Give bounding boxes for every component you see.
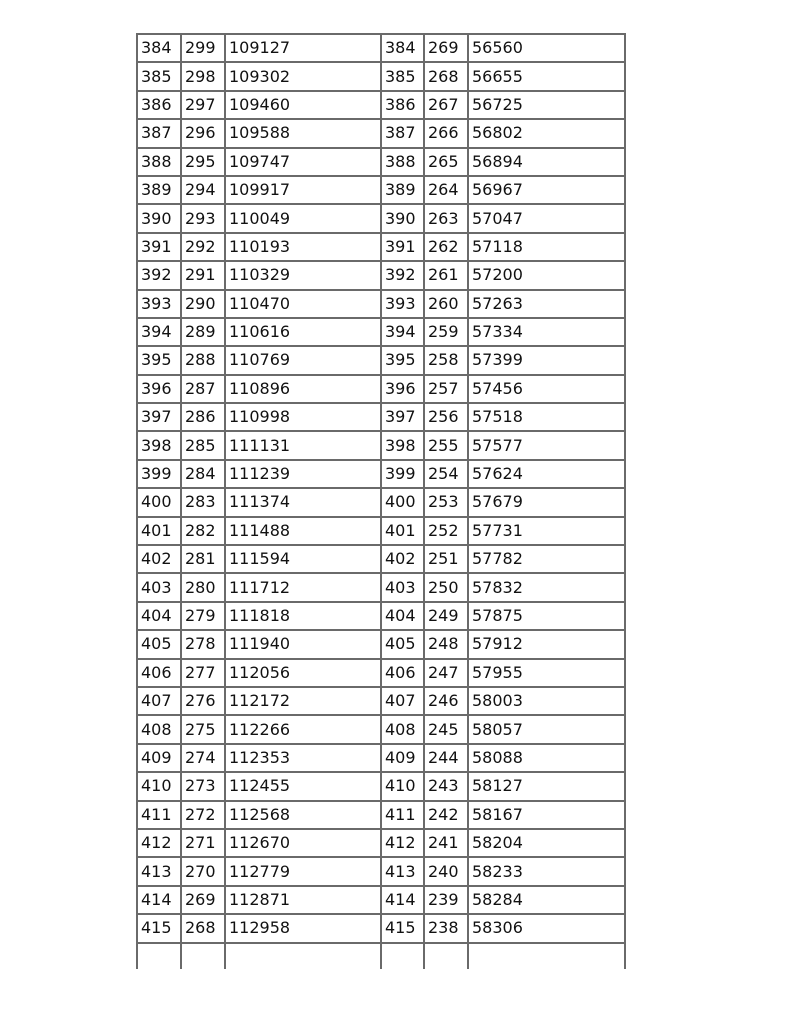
table-cell-score-right: 395 — [381, 346, 424, 374]
table-cell-rank-left: 292 — [181, 233, 225, 261]
table-cell-cumulative-right: 57832 — [468, 573, 625, 601]
table-row — [137, 318, 625, 346]
table-cell-rank-left: 278 — [181, 630, 225, 658]
table-cell-rank-left: 295 — [181, 148, 225, 176]
table-cell-rank-left: 287 — [181, 375, 225, 403]
score-table-container — [136, 33, 626, 969]
table-cell-rank-right: 249 — [424, 602, 468, 630]
table-row — [137, 204, 625, 232]
table-cell-score-left: 387 — [137, 119, 181, 147]
table-cell-score-right: 415 — [381, 914, 424, 942]
table-cell-rank-left: 288 — [181, 346, 225, 374]
table-cell-rank-left: 281 — [181, 545, 225, 573]
table-cell-cumulative-left: 112871 — [225, 886, 381, 914]
table-cell-rank-right: 269 — [424, 34, 468, 62]
table-cell-score-right: 386 — [381, 91, 424, 119]
table-cell-rank-left: 284 — [181, 460, 225, 488]
table-row — [137, 431, 625, 459]
table-cell-cumulative-right: 57875 — [468, 602, 625, 630]
table-cell-cumulative-right: 58167 — [468, 801, 625, 829]
table-cell-score-right: 397 — [381, 403, 424, 431]
table-cell-rank-right: 260 — [424, 290, 468, 318]
table-row — [137, 914, 625, 942]
table-cell-cumulative-right: 57577 — [468, 431, 625, 459]
table-cell-score-right: 396 — [381, 375, 424, 403]
table-cell-rank-right: 257 — [424, 375, 468, 403]
table-row — [137, 772, 625, 800]
table-cell-score-right: 414 — [381, 886, 424, 914]
table-cell-score-left: 405 — [137, 630, 181, 658]
table-cell-score-left: 406 — [137, 659, 181, 687]
table-cell-score-right: 389 — [381, 176, 424, 204]
table-cell-cumulative-right: 57679 — [468, 488, 625, 516]
table-row — [137, 233, 625, 261]
table-cell-rank-right: 242 — [424, 801, 468, 829]
table-row-empty — [137, 943, 625, 969]
table-cell-cumulative-left: 110998 — [225, 403, 381, 431]
table-cell-cumulative-right: 57731 — [468, 517, 625, 545]
table-cell-rank-left: 274 — [181, 744, 225, 772]
table-row — [137, 744, 625, 772]
table-cell-score-right: 403 — [381, 573, 424, 601]
table-cell-rank-right: 251 — [424, 545, 468, 573]
table-cell-rank-left: 286 — [181, 403, 225, 431]
table-cell-cumulative-right: 57955 — [468, 659, 625, 687]
table-cell-rank-right: 265 — [424, 148, 468, 176]
table-row — [137, 630, 625, 658]
table-cell-rank-left: 276 — [181, 687, 225, 715]
table-cell-rank-left: 279 — [181, 602, 225, 630]
table-cell-score-left: 398 — [137, 431, 181, 459]
table-cell-score-right: 408 — [381, 715, 424, 743]
table-cell-rank-right: 267 — [424, 91, 468, 119]
table-cell-score-left: 393 — [137, 290, 181, 318]
table-cell-score-right: 413 — [381, 857, 424, 885]
table-cell-cumulative-right: 58204 — [468, 829, 625, 857]
table-cell-cumulative-left: 112568 — [225, 801, 381, 829]
table-cell-score-right: 399 — [381, 460, 424, 488]
table-cell-score-right: 384 — [381, 34, 424, 62]
table-cell-cumulative-left: 112958 — [225, 914, 381, 942]
table-cell-score-right: 394 — [381, 318, 424, 346]
table-row — [137, 857, 625, 885]
table-cell-score-left: 413 — [137, 857, 181, 885]
table-cell-rank-left: 285 — [181, 431, 225, 459]
table-cell-score-left: 415 — [137, 914, 181, 942]
table-cell-empty — [181, 943, 225, 969]
table-cell-rank-left: 275 — [181, 715, 225, 743]
table-cell-cumulative-right: 58088 — [468, 744, 625, 772]
table-cell-score-right: 404 — [381, 602, 424, 630]
table-row — [137, 602, 625, 630]
table-cell-cumulative-right: 58003 — [468, 687, 625, 715]
table-cell-rank-left: 299 — [181, 34, 225, 62]
table-cell-rank-right: 255 — [424, 431, 468, 459]
score-table — [136, 33, 626, 969]
table-cell-score-left: 395 — [137, 346, 181, 374]
table-cell-cumulative-right: 56894 — [468, 148, 625, 176]
table-cell-cumulative-left: 112455 — [225, 772, 381, 800]
table-cell-score-right: 393 — [381, 290, 424, 318]
table-cell-score-left: 399 — [137, 460, 181, 488]
table-cell-score-right: 411 — [381, 801, 424, 829]
table-cell-empty — [137, 943, 181, 969]
table-cell-score-right: 392 — [381, 261, 424, 289]
table-cell-score-left: 404 — [137, 602, 181, 630]
table-cell-rank-right: 264 — [424, 176, 468, 204]
table-cell-score-left: 388 — [137, 148, 181, 176]
table-cell-cumulative-right: 57118 — [468, 233, 625, 261]
table-cell-cumulative-right: 56725 — [468, 91, 625, 119]
table-cell-rank-left: 297 — [181, 91, 225, 119]
table-cell-cumulative-right: 56967 — [468, 176, 625, 204]
table-cell-score-left: 400 — [137, 488, 181, 516]
table-cell-cumulative-right: 57518 — [468, 403, 625, 431]
table-cell-score-right: 406 — [381, 659, 424, 687]
table-cell-score-right: 400 — [381, 488, 424, 516]
table-cell-score-left: 411 — [137, 801, 181, 829]
table-cell-rank-left: 270 — [181, 857, 225, 885]
table-cell-rank-right: 247 — [424, 659, 468, 687]
table-cell-rank-right: 238 — [424, 914, 468, 942]
table-cell-rank-right: 253 — [424, 488, 468, 516]
table-cell-rank-right: 244 — [424, 744, 468, 772]
table-cell-score-right: 390 — [381, 204, 424, 232]
table-cell-cumulative-right: 56802 — [468, 119, 625, 147]
table-cell-cumulative-left: 109588 — [225, 119, 381, 147]
table-cell-cumulative-right: 57334 — [468, 318, 625, 346]
table-cell-score-right: 391 — [381, 233, 424, 261]
table-cell-score-left: 397 — [137, 403, 181, 431]
table-row — [137, 290, 625, 318]
table-row — [137, 687, 625, 715]
table-cell-rank-left: 280 — [181, 573, 225, 601]
table-cell-cumulative-left: 109747 — [225, 148, 381, 176]
table-cell-cumulative-left: 110049 — [225, 204, 381, 232]
table-cell-score-right: 410 — [381, 772, 424, 800]
table-cell-cumulative-left: 111594 — [225, 545, 381, 573]
table-cell-score-right: 401 — [381, 517, 424, 545]
table-cell-score-right: 402 — [381, 545, 424, 573]
table-cell-rank-right: 262 — [424, 233, 468, 261]
table-cell-cumulative-right: 57912 — [468, 630, 625, 658]
table-row — [137, 715, 625, 743]
table-row — [137, 91, 625, 119]
table-cell-rank-left: 282 — [181, 517, 225, 545]
table-cell-cumulative-left: 111712 — [225, 573, 381, 601]
table-cell-score-left: 414 — [137, 886, 181, 914]
table-cell-score-left: 401 — [137, 517, 181, 545]
table-cell-score-left: 392 — [137, 261, 181, 289]
table-cell-cumulative-left: 111239 — [225, 460, 381, 488]
table-cell-cumulative-right: 57456 — [468, 375, 625, 403]
table-cell-rank-right: 261 — [424, 261, 468, 289]
table-cell-rank-left: 293 — [181, 204, 225, 232]
table-cell-rank-left: 273 — [181, 772, 225, 800]
table-cell-rank-right: 250 — [424, 573, 468, 601]
table-row — [137, 62, 625, 90]
table-cell-score-left: 396 — [137, 375, 181, 403]
table-cell-cumulative-right: 57782 — [468, 545, 625, 573]
table-row — [137, 375, 625, 403]
table-cell-cumulative-left: 110769 — [225, 346, 381, 374]
table-cell-cumulative-right: 58284 — [468, 886, 625, 914]
table-cell-rank-left: 296 — [181, 119, 225, 147]
table-cell-score-right: 385 — [381, 62, 424, 90]
table-row — [137, 829, 625, 857]
table-cell-rank-left: 289 — [181, 318, 225, 346]
table-row — [137, 176, 625, 204]
table-cell-cumulative-left: 111818 — [225, 602, 381, 630]
table-cell-cumulative-right: 57624 — [468, 460, 625, 488]
table-cell-rank-right: 248 — [424, 630, 468, 658]
table-cell-score-left: 409 — [137, 744, 181, 772]
table-cell-rank-right: 258 — [424, 346, 468, 374]
table-cell-score-left: 408 — [137, 715, 181, 743]
table-cell-cumulative-right: 58306 — [468, 914, 625, 942]
table-cell-rank-right: 239 — [424, 886, 468, 914]
table-cell-score-left: 403 — [137, 573, 181, 601]
table-row — [137, 119, 625, 147]
table-cell-rank-right: 259 — [424, 318, 468, 346]
table-cell-rank-right: 268 — [424, 62, 468, 90]
table-cell-rank-left: 271 — [181, 829, 225, 857]
table-cell-rank-left: 298 — [181, 62, 225, 90]
table-cell-cumulative-left: 110193 — [225, 233, 381, 261]
table-cell-cumulative-right: 56560 — [468, 34, 625, 62]
table-cell-cumulative-right: 57200 — [468, 261, 625, 289]
table-cell-score-left: 410 — [137, 772, 181, 800]
table-row — [137, 573, 625, 601]
table-cell-empty — [468, 943, 625, 969]
table-cell-rank-right: 246 — [424, 687, 468, 715]
table-cell-score-left: 389 — [137, 176, 181, 204]
table-cell-rank-right: 240 — [424, 857, 468, 885]
table-cell-score-right: 409 — [381, 744, 424, 772]
table-cell-rank-left: 268 — [181, 914, 225, 942]
table-cell-cumulative-left: 110616 — [225, 318, 381, 346]
table-cell-score-left: 384 — [137, 34, 181, 62]
table-cell-cumulative-left: 111940 — [225, 630, 381, 658]
table-cell-cumulative-left: 109917 — [225, 176, 381, 204]
table-row — [137, 545, 625, 573]
table-cell-score-right: 398 — [381, 431, 424, 459]
table-cell-cumulative-left: 112779 — [225, 857, 381, 885]
table-cell-cumulative-right: 57263 — [468, 290, 625, 318]
table-cell-rank-right: 241 — [424, 829, 468, 857]
table-cell-score-right: 388 — [381, 148, 424, 176]
table-cell-cumulative-left: 111488 — [225, 517, 381, 545]
table-row — [137, 517, 625, 545]
table-row — [137, 346, 625, 374]
table-cell-cumulative-left: 110896 — [225, 375, 381, 403]
table-cell-score-left: 412 — [137, 829, 181, 857]
table-cell-rank-right: 243 — [424, 772, 468, 800]
table-cell-rank-left: 283 — [181, 488, 225, 516]
table-cell-rank-left: 272 — [181, 801, 225, 829]
table-cell-rank-left: 277 — [181, 659, 225, 687]
table-cell-score-left: 390 — [137, 204, 181, 232]
table-cell-score-right: 387 — [381, 119, 424, 147]
table-cell-score-left: 402 — [137, 545, 181, 573]
table-cell-score-left: 385 — [137, 62, 181, 90]
table-cell-score-left: 386 — [137, 91, 181, 119]
table-cell-score-left: 394 — [137, 318, 181, 346]
table-cell-empty — [225, 943, 381, 969]
table-row — [137, 148, 625, 176]
table-cell-rank-right: 252 — [424, 517, 468, 545]
table-row — [137, 261, 625, 289]
table-cell-rank-right: 254 — [424, 460, 468, 488]
table-row — [137, 403, 625, 431]
table-cell-score-right: 407 — [381, 687, 424, 715]
table-row — [137, 460, 625, 488]
table-cell-rank-left: 294 — [181, 176, 225, 204]
table-cell-cumulative-left: 112266 — [225, 715, 381, 743]
table-cell-cumulative-right: 57047 — [468, 204, 625, 232]
table-cell-empty — [424, 943, 468, 969]
table-cell-cumulative-left: 109127 — [225, 34, 381, 62]
table-cell-rank-left: 269 — [181, 886, 225, 914]
table-cell-cumulative-left: 110470 — [225, 290, 381, 318]
table-cell-cumulative-left: 112670 — [225, 829, 381, 857]
table-cell-cumulative-right: 57399 — [468, 346, 625, 374]
table-cell-cumulative-left: 112056 — [225, 659, 381, 687]
table-cell-cumulative-right: 56655 — [468, 62, 625, 90]
table-cell-score-right: 412 — [381, 829, 424, 857]
table-cell-cumulative-left: 110329 — [225, 261, 381, 289]
table-cell-rank-right: 245 — [424, 715, 468, 743]
table-cell-cumulative-right: 58057 — [468, 715, 625, 743]
table-row — [137, 801, 625, 829]
table-row — [137, 886, 625, 914]
table-cell-cumulative-left: 112172 — [225, 687, 381, 715]
table-cell-score-right: 405 — [381, 630, 424, 658]
table-cell-cumulative-left: 111374 — [225, 488, 381, 516]
table-cell-cumulative-left: 111131 — [225, 431, 381, 459]
table-cell-score-left: 407 — [137, 687, 181, 715]
table-cell-rank-right: 256 — [424, 403, 468, 431]
table-cell-cumulative-left: 112353 — [225, 744, 381, 772]
table-row — [137, 488, 625, 516]
score-table-body — [137, 34, 625, 969]
table-cell-cumulative-left: 109302 — [225, 62, 381, 90]
table-cell-empty — [381, 943, 424, 969]
table-cell-cumulative-right: 58127 — [468, 772, 625, 800]
table-row — [137, 34, 625, 62]
table-cell-rank-left: 291 — [181, 261, 225, 289]
table-cell-score-left: 391 — [137, 233, 181, 261]
table-cell-cumulative-left: 109460 — [225, 91, 381, 119]
table-row — [137, 659, 625, 687]
table-cell-rank-right: 266 — [424, 119, 468, 147]
table-cell-rank-left: 290 — [181, 290, 225, 318]
table-cell-cumulative-right: 58233 — [468, 857, 625, 885]
table-cell-rank-right: 263 — [424, 204, 468, 232]
